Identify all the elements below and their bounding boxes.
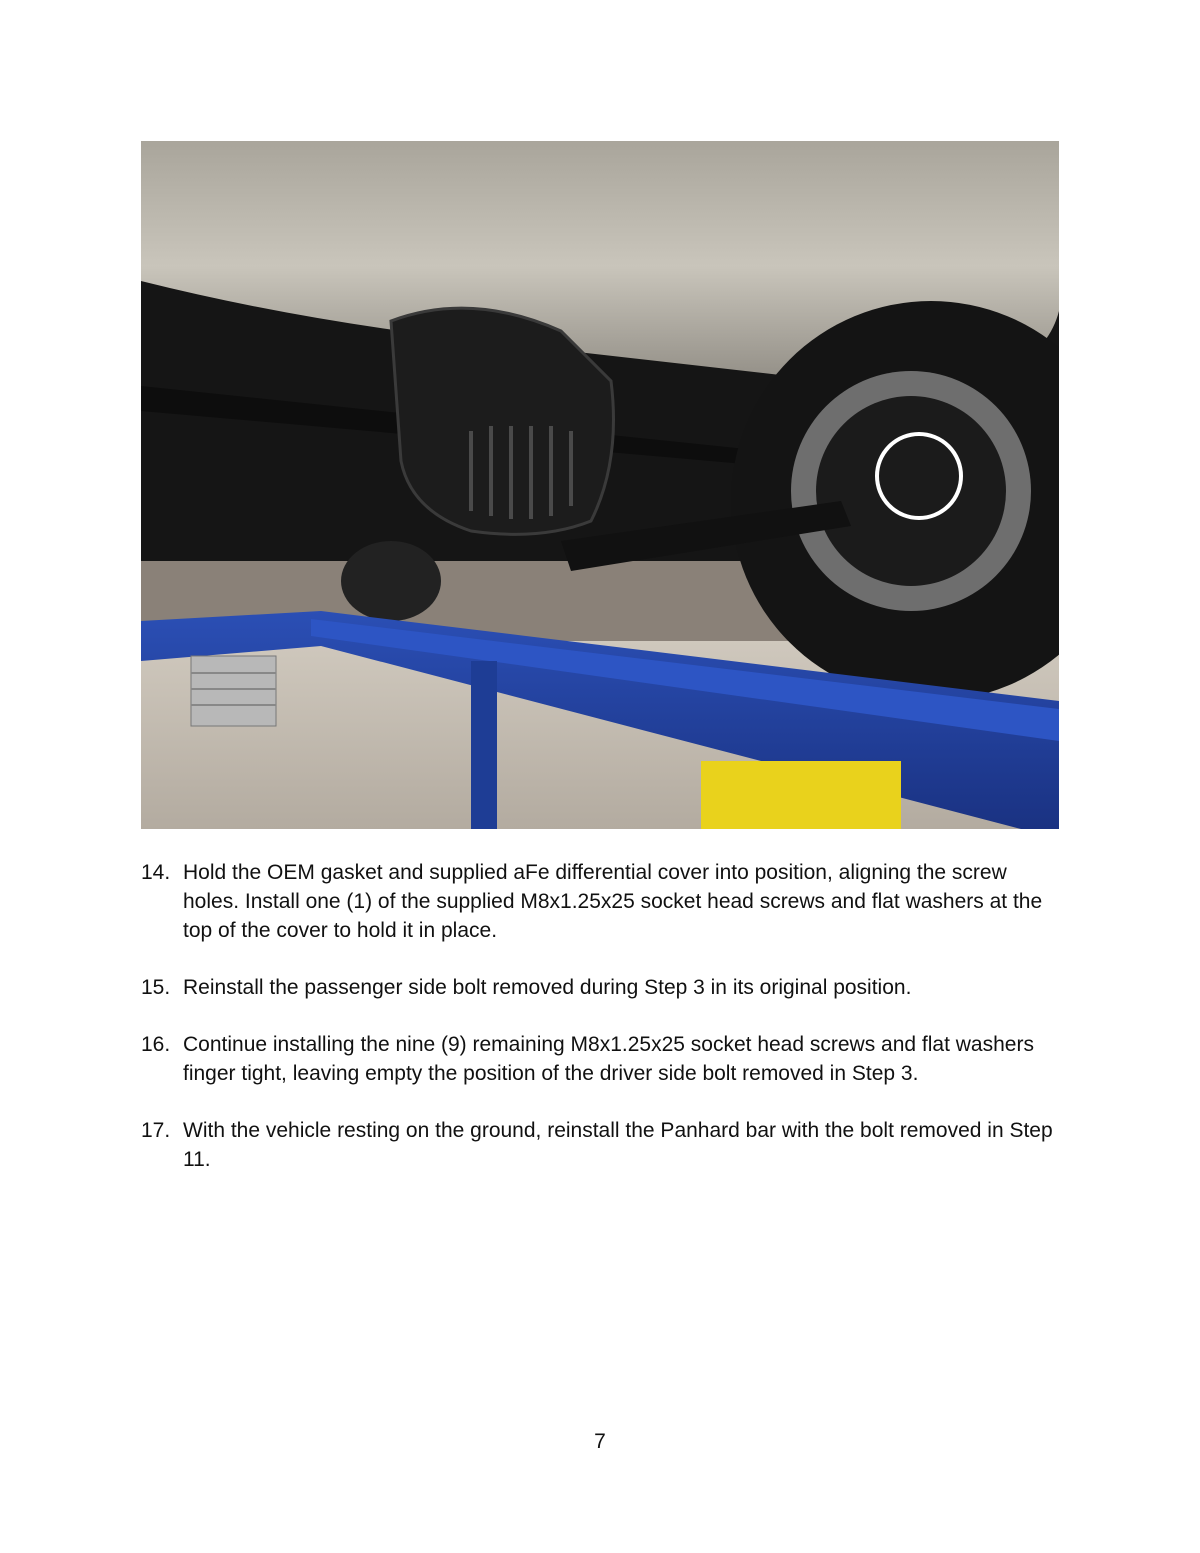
page-number: 7 — [594, 1430, 606, 1453]
step-text: With the vehicle resting on the ground, reinstall the Panhard bar with the bolt removed in Step 11. — [183, 1119, 1053, 1171]
rear-tire — [341, 541, 441, 621]
undercarriage-illustration — [141, 141, 1059, 829]
step-16 — [141, 1030, 1066, 1088]
step-15 — [141, 973, 1066, 1002]
yellow-bin — [701, 761, 901, 829]
step-number: 17. — [141, 1119, 171, 1142]
step-number: 14. — [141, 861, 171, 884]
step-14 — [141, 858, 1066, 945]
step-number: 15. — [141, 976, 171, 999]
step-17 — [141, 1116, 1066, 1174]
undercarriage-photo — [141, 141, 1059, 829]
step-text: Reinstall the passenger side bolt removed during Step 3 in its original position. — [183, 976, 912, 999]
tool-chest — [191, 656, 276, 726]
step-text: Continue installing the nine (9) remaining M8x1.25x25 socket head screws and flat washers finger tight, leaving empty the position of the driver side bolt removed in Step 3. — [183, 1033, 1034, 1085]
step-text: Hold the OEM gasket and supplied aFe differential cover into position, aligning the screw holes. Install one (1) of the supplied M8x1.25x25 socket head screws and flat washers at the top of the cover to hold it in place. — [183, 861, 1043, 942]
step-number: 16. — [141, 1033, 171, 1056]
lift-post — [471, 661, 497, 829]
instruction-steps — [141, 858, 1066, 1174]
